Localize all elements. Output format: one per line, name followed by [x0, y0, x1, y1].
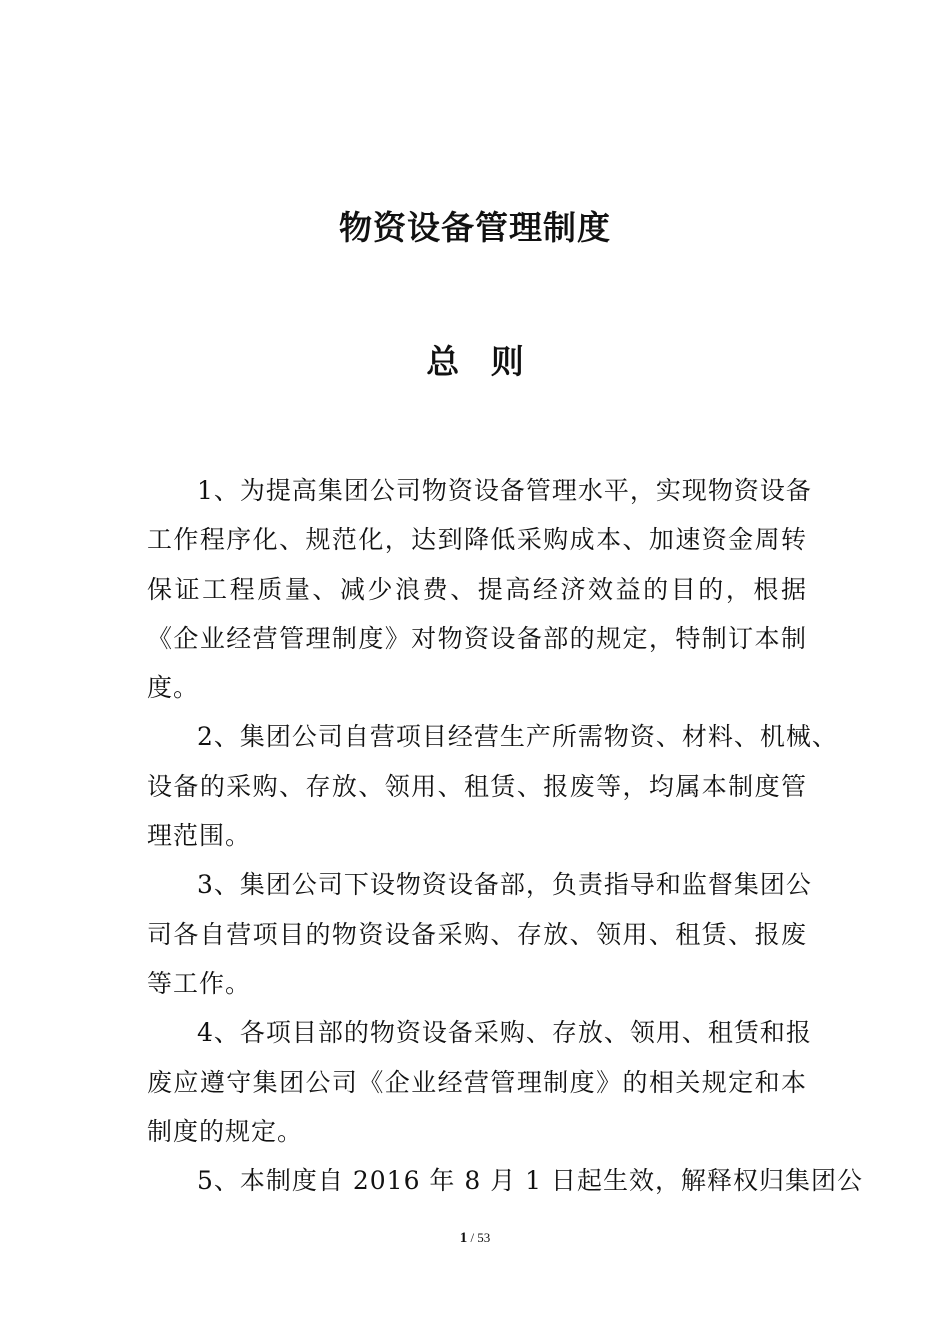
paragraph-3-line-3: 等工作。 [147, 968, 252, 998]
page-total: / 53 [470, 1230, 491, 1245]
paragraph-4-line-1: 4、各项目部的物资设备采购、存放、领用、租赁和报 [197, 1018, 812, 1048]
paragraph-1-line-5: 度。 [147, 673, 200, 703]
paragraph-3-line-2: 司各自营项目的物资设备采购、存放、领用、租赁、报废 [147, 919, 807, 949]
body-text [147, 466, 864, 1205]
paragraph-1-line-2: 工作程序化、规范化，达到降低采购成本、加速资金周转 [147, 525, 807, 555]
document-title: 物资设备管理制度 [339, 208, 611, 247]
paragraph-1-line-3: 保证工程质量、减少浪费、提高经济效益的目的，根据 [147, 574, 807, 604]
paragraph-2-line-2: 设备的采购、存放、领用、租赁、报废等，均属本制度管 [147, 771, 807, 801]
paragraph-4-line-2: 废应遵守集团公司《企业经营管理制度》的相关规定和本 [147, 1067, 807, 1097]
paragraph-2-line-1: 2、集团公司自营项目经营生产所需物资、材料、机械、 [197, 722, 838, 752]
section-title: 总 则 [426, 342, 524, 381]
paragraph-4-line-3: 制度的规定。 [147, 1116, 304, 1146]
paragraph-5-line-1: 5、本制度自 2016 年 8 月 1 日起生效，解释权归集团公 [197, 1166, 864, 1196]
paragraph-1-line-4: 《企业经营管理制度》对物资设备部的规定，特制订本制 [147, 623, 807, 653]
page-current: 1 [459, 1230, 468, 1246]
paragraph-1-line-1: 1、为提高集团公司物资设备管理水平，实现物资设备 [197, 476, 812, 505]
paragraph-3-line-1: 3、集团公司下设物资设备部，负责指导和监督集团公 [197, 870, 812, 900]
page-number [0, 1228, 950, 1248]
paragraph-2-line-3: 理范围。 [147, 821, 252, 851]
